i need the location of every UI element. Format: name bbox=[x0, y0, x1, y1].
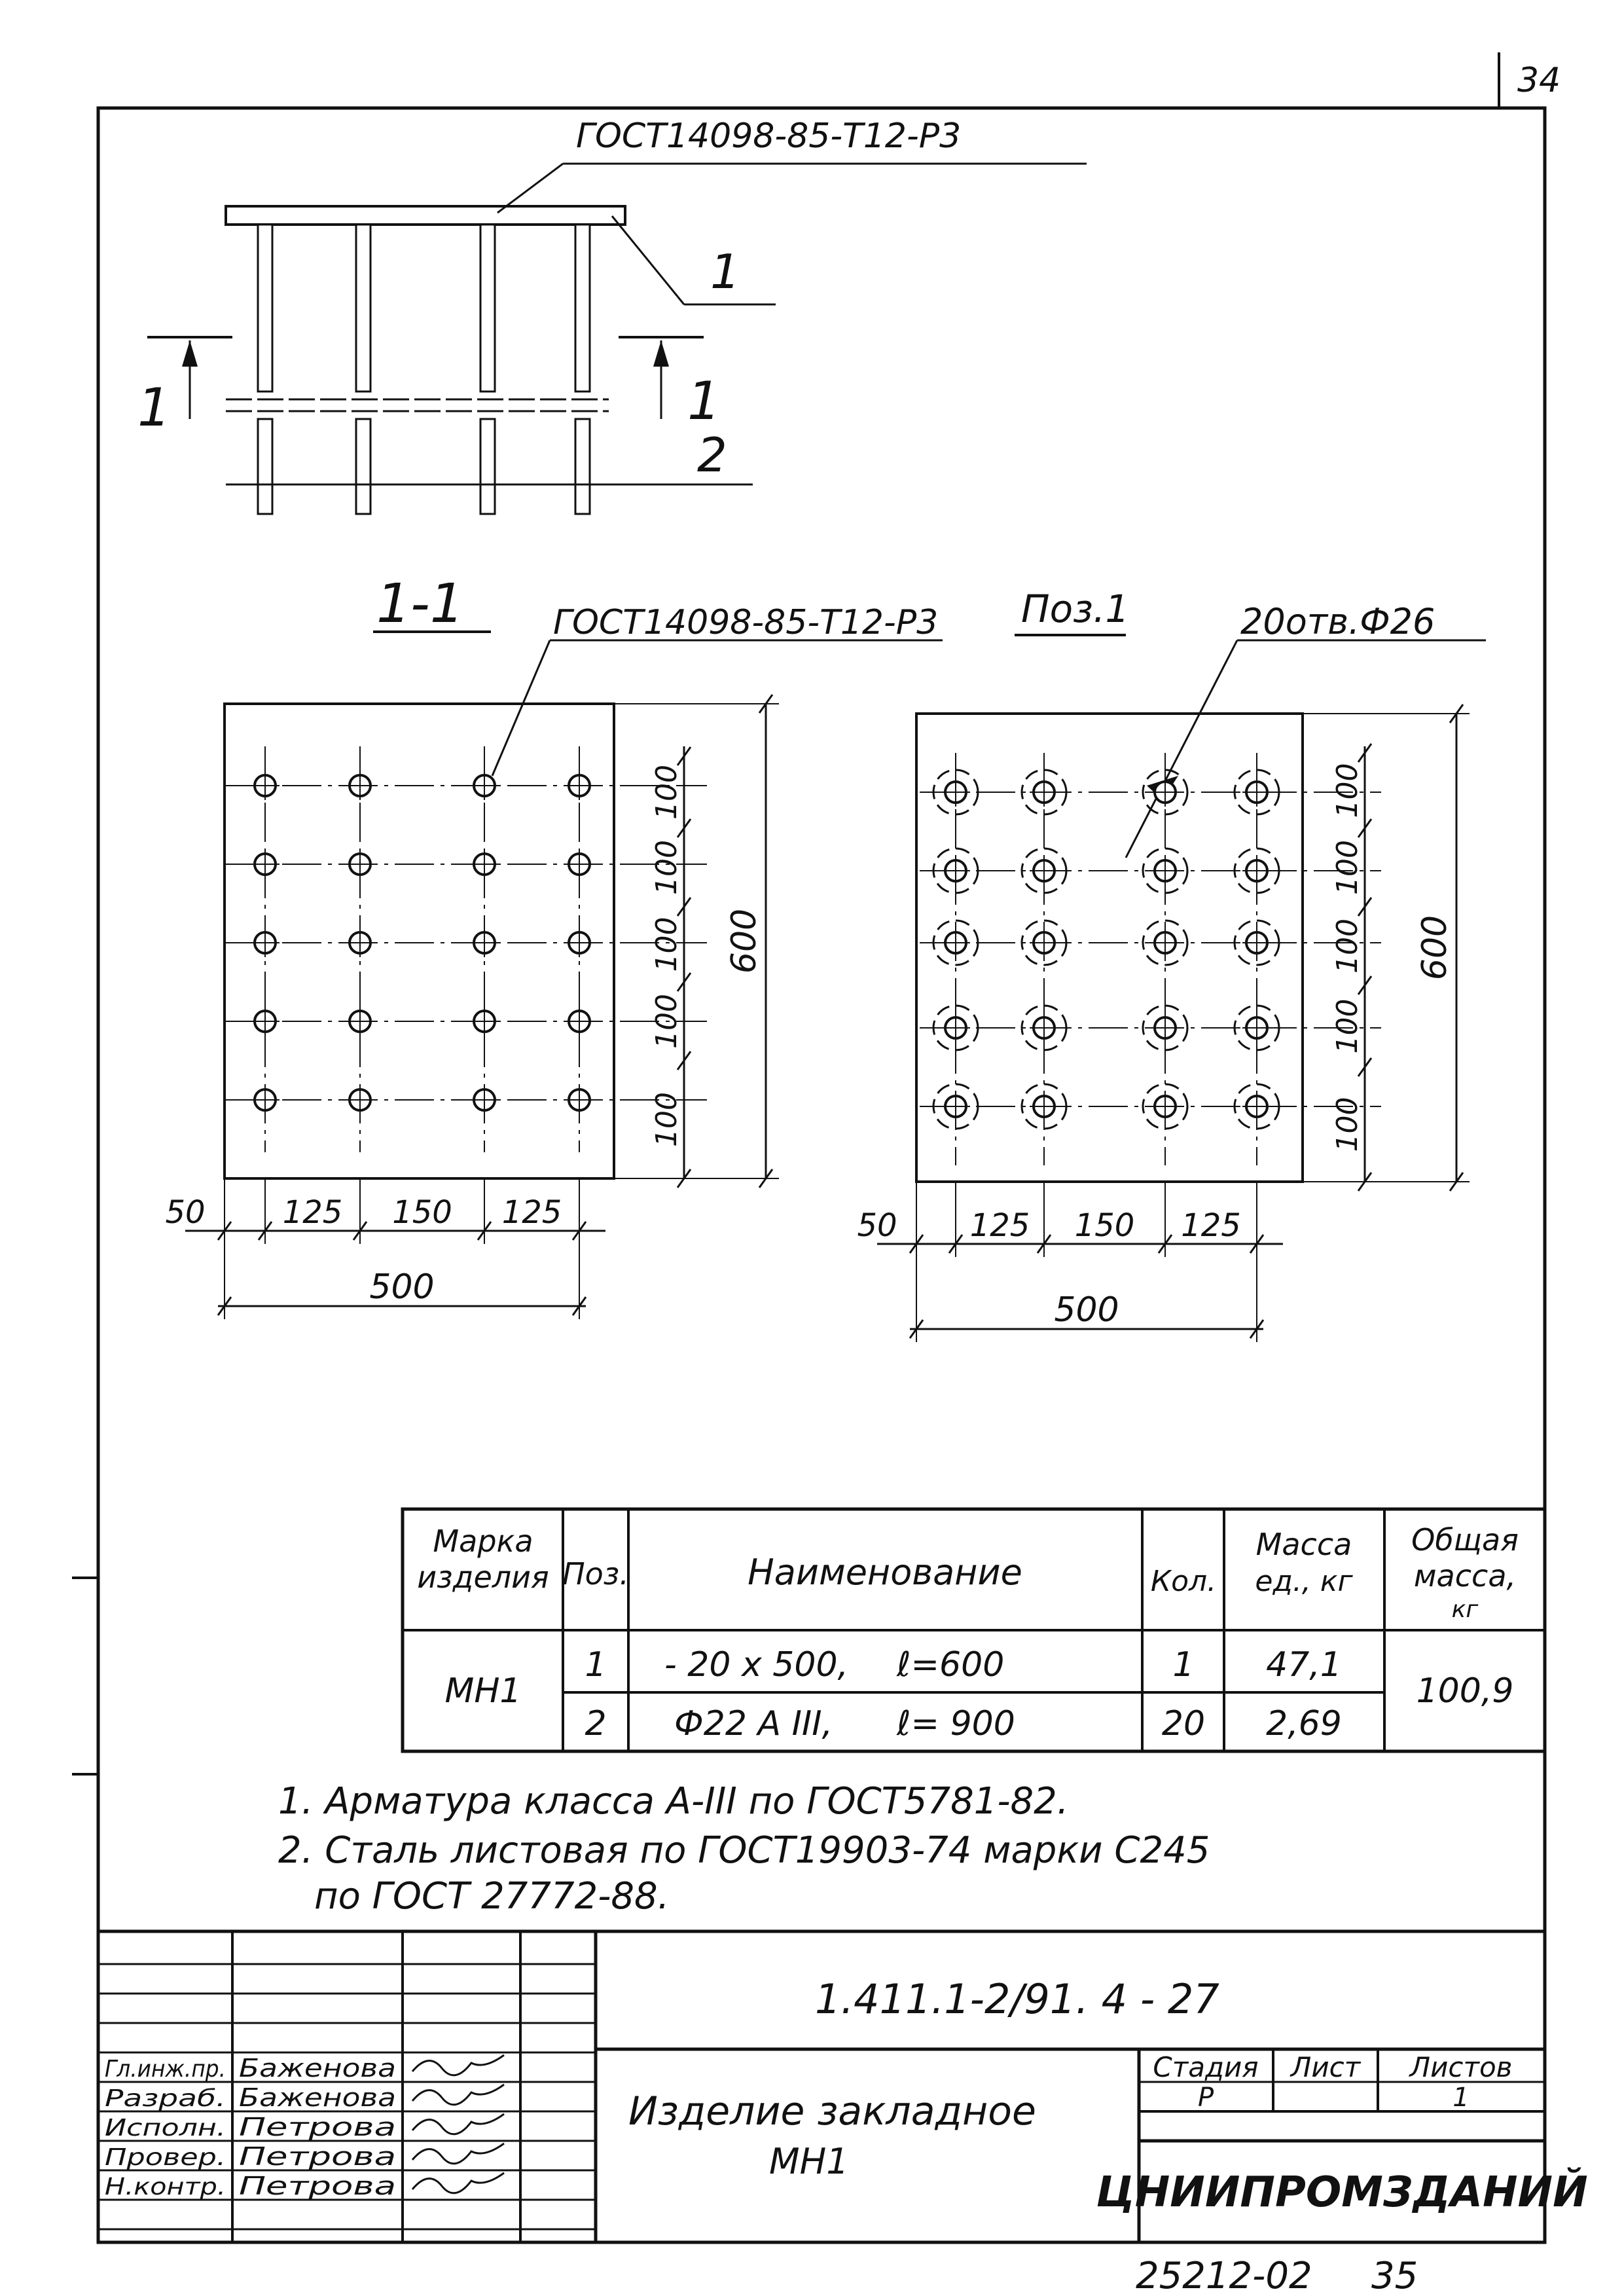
header-unit-mass-2: ед., кг bbox=[1255, 1565, 1353, 1598]
sheets-value: 1 bbox=[1453, 2083, 1470, 2113]
dimension-label: 125 bbox=[1181, 1207, 1241, 1244]
dimension-label: 100 bbox=[1331, 840, 1364, 895]
section-mark-right: 1 bbox=[687, 371, 721, 431]
header-total-mass-1: Общая bbox=[1411, 1522, 1519, 1558]
signature-name: Баженова bbox=[239, 2054, 396, 2083]
cell-name: Ф22 А III, bbox=[674, 1704, 833, 1743]
dimension-label: 100 bbox=[1331, 998, 1364, 1054]
signature-name: Петрова bbox=[239, 2113, 396, 2141]
anchor-bar bbox=[480, 419, 495, 514]
cell-mark: МН1 bbox=[444, 1671, 522, 1711]
header-mark-2: изделия bbox=[417, 1559, 549, 1595]
signature-name: Петрова bbox=[239, 2172, 396, 2200]
section-mark-left: 1 bbox=[137, 377, 171, 438]
header-total-mass-3: кг bbox=[1451, 1596, 1479, 1623]
note-2: 2. Сталь листовая по ГОСТ19903-74 марки С245 bbox=[278, 1829, 1210, 1872]
cell-total-mass: 100,9 bbox=[1416, 1671, 1514, 1711]
dimension-label: 600 bbox=[1415, 915, 1454, 981]
stage-header: Стадия bbox=[1153, 2051, 1259, 2083]
dimension-label: 100 bbox=[650, 840, 683, 895]
dimension-label: 150 bbox=[392, 1194, 452, 1231]
note-1: 1. Арматура класса А-III по ГОСТ5781-82. bbox=[278, 1780, 1069, 1823]
signature-role: Гл.инж.пр. bbox=[105, 2056, 226, 2083]
dimension-label: 100 bbox=[1331, 763, 1364, 818]
anchor-bar bbox=[480, 225, 495, 392]
item-mark: МН1 bbox=[769, 2141, 849, 2182]
dimension-label: 125 bbox=[969, 1207, 1030, 1244]
dimension-label: 500 bbox=[1054, 1290, 1119, 1330]
dimension-label: 125 bbox=[282, 1194, 343, 1231]
signature-name: Баженова bbox=[239, 2083, 396, 2112]
cell-qty: 1 bbox=[1172, 1645, 1195, 1685]
stage-value: Р bbox=[1197, 2083, 1214, 2113]
dimension-label: 150 bbox=[1074, 1207, 1135, 1244]
header-mark-1: Марка bbox=[433, 1523, 533, 1559]
signature-role: Разраб. bbox=[105, 2085, 226, 2112]
anchor-bar bbox=[258, 225, 272, 392]
item-name: Изделие закладное bbox=[628, 2088, 1036, 2134]
header-pos: Поз. bbox=[562, 1556, 629, 1592]
plate-view-title: Поз.1 bbox=[1021, 587, 1130, 631]
position-2-label: 2 bbox=[697, 428, 727, 483]
anchor-bar bbox=[258, 419, 272, 514]
dimension-label: 100 bbox=[650, 994, 683, 1049]
doc-code: 1.411.1-2/91. 4 - 27 bbox=[815, 1975, 1219, 2023]
sheet-header: Лист bbox=[1290, 2051, 1361, 2083]
dimension-label: 100 bbox=[650, 1092, 683, 1147]
cell-pos: 1 bbox=[585, 1645, 607, 1685]
cell-qty: 20 bbox=[1161, 1704, 1206, 1743]
dimension-label: 100 bbox=[650, 917, 683, 972]
organization-name: ЦНИИПРОМЗДАНИЙ bbox=[1096, 2168, 1588, 2217]
signature-role: Исполн. bbox=[105, 2115, 226, 2141]
weld-label-section: ГОСТ14098-85-Т12-Р3 bbox=[553, 603, 939, 642]
note-2-cont: по ГОСТ 27772-88. bbox=[314, 1875, 670, 1918]
section-title: 1-1 bbox=[376, 573, 464, 635]
cell-unit-mass: 47,1 bbox=[1266, 1645, 1342, 1685]
header-name: Наименование bbox=[748, 1552, 1022, 1593]
plate-side bbox=[226, 206, 625, 225]
archive-number: 25212-02 bbox=[1136, 2255, 1312, 2296]
dimension-label: 50 bbox=[857, 1207, 897, 1244]
sheet-number: 34 bbox=[1517, 61, 1561, 100]
header-unit-mass-1: Масса bbox=[1255, 1527, 1352, 1562]
holes-label: 20отв.Ф26 bbox=[1240, 601, 1435, 642]
signature-role: Н.контр. bbox=[105, 2174, 226, 2200]
dimension-label: 100 bbox=[650, 765, 683, 820]
header-total-mass-2: масса, bbox=[1413, 1558, 1517, 1594]
position-1-label: 1 bbox=[710, 244, 740, 299]
cell-unit-mass: 2,69 bbox=[1266, 1704, 1342, 1743]
cell-length: ℓ= 900 bbox=[897, 1704, 1015, 1743]
signature-name: Петрова bbox=[239, 2142, 396, 2171]
dimension-label: 600 bbox=[725, 908, 764, 974]
dimension-label: 100 bbox=[1331, 919, 1364, 974]
cell-pos: 2 bbox=[585, 1704, 607, 1743]
weld-label-elevation: ГОСТ14098-85-Т12-Р3 bbox=[576, 117, 962, 156]
header-qty: Кол. bbox=[1150, 1565, 1217, 1598]
dimension-label: 100 bbox=[1331, 1097, 1364, 1152]
anchor-bar bbox=[356, 419, 370, 514]
cell-name: - 20 x 500, bbox=[664, 1645, 849, 1685]
anchor-bar bbox=[575, 225, 590, 392]
dimension-label: 125 bbox=[501, 1194, 562, 1231]
anchor-bar bbox=[575, 419, 590, 514]
dimension-label: 500 bbox=[369, 1267, 435, 1307]
signature-role: Провер. bbox=[105, 2144, 226, 2171]
dimension-label: 50 bbox=[165, 1194, 206, 1231]
page-number: 35 bbox=[1371, 2255, 1418, 2296]
sheets-header: Листов bbox=[1409, 2051, 1513, 2083]
cell-length: ℓ=600 bbox=[897, 1645, 1005, 1685]
anchor-bar bbox=[356, 225, 370, 392]
